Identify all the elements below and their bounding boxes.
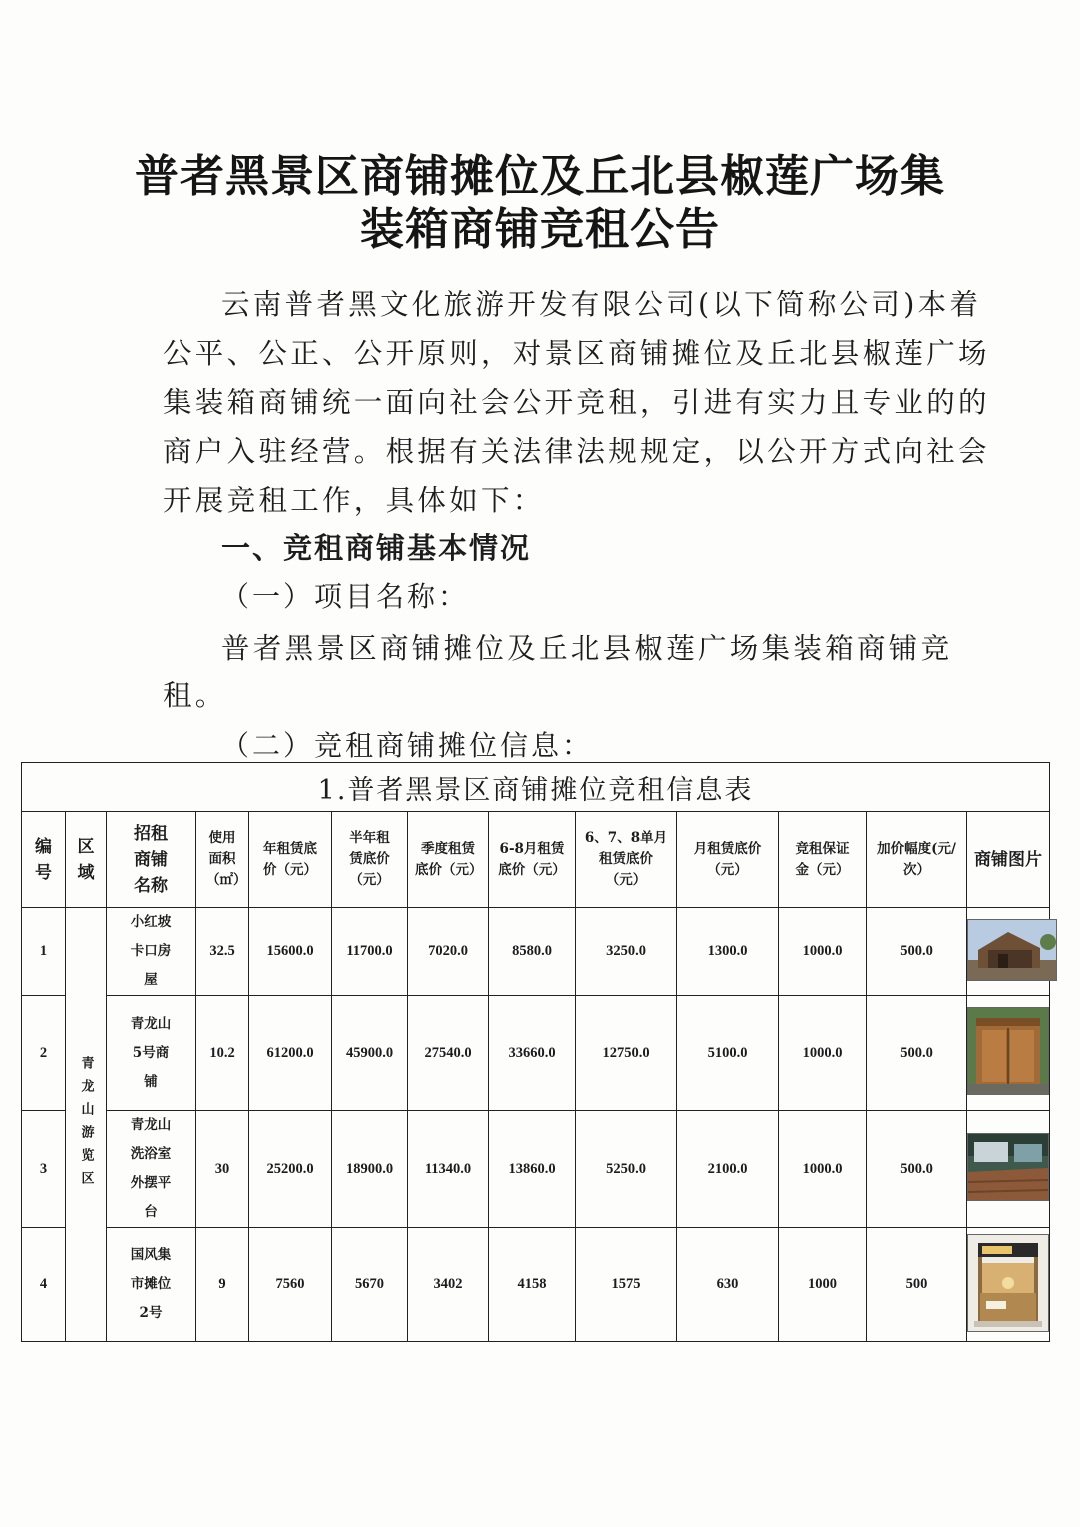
cell-half-year: 11700.0: [332, 908, 408, 996]
table-caption: 1.普者黑景区商铺摊位竞租信息表: [22, 763, 1050, 812]
cell-size: 9: [196, 1228, 249, 1342]
page-title-line1: 普者黑景区商铺摊位及丘北县椒莲广场集: [135, 151, 945, 202]
cell-jun-aug: 13860.0: [489, 1111, 576, 1228]
cell-annual: 15600.0: [249, 908, 332, 996]
header-quarter: 季度租赁底价（元）: [408, 812, 489, 908]
shop-photo-4: [967, 1234, 1049, 1332]
cell-quarter: 3402: [408, 1228, 489, 1342]
intro-line-2: 公平、公正、公开原则，对景区商铺摊位及丘北县椒莲广场: [163, 337, 990, 370]
cell-region: [66, 908, 107, 1342]
cell-deposit: 1000.0: [779, 1111, 867, 1228]
header-no: 编号: [22, 812, 66, 908]
cell-photo: [967, 996, 1050, 1111]
table-row: [22, 996, 1050, 1111]
header-size: 使用面积（㎡）: [196, 812, 249, 908]
cell-single-month: 5250.0: [576, 1111, 677, 1228]
cell-shop-name: 国风集市摊位2号: [107, 1228, 196, 1342]
cell-monthly: 5100.0: [677, 996, 779, 1111]
cell-deposit: 1000.0: [779, 996, 867, 1111]
header-area: 区域: [66, 812, 107, 908]
cell-photo: [967, 1111, 1050, 1228]
cell-half-year: 5670: [332, 1228, 408, 1342]
subheading-table-info: （二）竞租商铺摊位信息：: [221, 729, 594, 762]
header-annual: 年租赁底价（元）: [249, 812, 332, 908]
project-name-line1: 普者黑景区商铺摊位及丘北县椒莲广场集装箱商铺竞: [221, 632, 953, 665]
intro-line-4: 商户入驻经营。根据有关法律法规规定，以公开方式向社会: [163, 435, 990, 468]
table-row: [22, 908, 1050, 996]
cell-quarter: 27540.0: [408, 996, 489, 1111]
cell-increment: 500: [867, 1228, 967, 1342]
cell-increment: 500.0: [867, 996, 967, 1111]
cell-quarter: 11340.0: [408, 1111, 489, 1228]
cell-half-year: 45900.0: [332, 996, 408, 1111]
intro-line-5: 开展竞租工作，具体如下：: [163, 484, 545, 517]
header-photo: 商铺图片: [967, 812, 1050, 908]
cell-deposit: 1000.0: [779, 908, 867, 996]
header-deposit: 竞租保证金（元）: [779, 812, 867, 908]
page-title-line2: 装箱商铺竞租公告: [360, 204, 720, 255]
cell-photo: [967, 908, 1050, 996]
cell-jun-aug: 33660.0: [489, 996, 576, 1111]
cell-monthly: 1300.0: [677, 908, 779, 996]
shop-photo-2: [967, 1007, 1049, 1095]
cell-no: 1: [22, 908, 66, 996]
cell-no: 2: [22, 996, 66, 1111]
cell-increment: 500.0: [867, 908, 967, 996]
shop-photo-3: [967, 1133, 1049, 1201]
cell-jun-aug: 4158: [489, 1228, 576, 1342]
cell-single-month: 3250.0: [576, 908, 677, 996]
cell-shop-name: 青龙山洗浴室外摆平台: [107, 1111, 196, 1228]
cell-size: 32.5: [196, 908, 249, 996]
header-single-month: 6、7、8单月租赁底价（元）: [576, 812, 677, 908]
cell-annual: 7560: [249, 1228, 332, 1342]
cell-deposit: 1000: [779, 1228, 867, 1342]
cell-half-year: 18900.0: [332, 1111, 408, 1228]
cell-quarter: 7020.0: [408, 908, 489, 996]
cell-single-month: 12750.0: [576, 996, 677, 1111]
project-name-line2: 租。: [163, 679, 227, 712]
intro-line-1: 云南普者黑文化旅游开发有限公司(以下简称公司)本着: [221, 288, 982, 321]
header-increment: 加价幅度(元/次）: [867, 812, 967, 908]
header-monthly: 月租赁底价（元）: [677, 812, 779, 908]
cell-size: 10.2: [196, 996, 249, 1111]
cell-shop-name: 青龙山5号商铺: [107, 996, 196, 1111]
header-jun-aug: 6-8月租赁底价（元）: [489, 812, 576, 908]
header-half-year: 半年租赁底价（元）: [332, 812, 408, 908]
cell-monthly: 630: [677, 1228, 779, 1342]
region-label: 青龙山游览区: [78, 1055, 94, 1194]
intro-line-3: 集装箱商铺统一面向社会公开竞租，引进有实力且专业的的: [163, 386, 990, 419]
cell-size: 30: [196, 1111, 249, 1228]
cell-jun-aug: 8580.0: [489, 908, 576, 996]
table-row: [22, 1228, 1050, 1342]
cell-shop-name: 小红坡卡口房屋: [107, 908, 196, 996]
rental-info-table: [21, 762, 1045, 1342]
table-row: [22, 1111, 1050, 1228]
cell-photo: [967, 1228, 1050, 1342]
shop-photo-1: [967, 919, 1057, 981]
cell-no: 3: [22, 1111, 66, 1228]
cell-annual: 25200.0: [249, 1111, 332, 1228]
cell-annual: 61200.0: [249, 996, 332, 1111]
header-name: 招租商铺名称: [107, 812, 196, 908]
cell-single-month: 1575: [576, 1228, 677, 1342]
section-heading-1: 一、竞租商铺基本情况: [221, 531, 532, 565]
cell-no: 4: [22, 1228, 66, 1342]
subheading-project-name: （一）项目名称：: [221, 580, 470, 613]
cell-increment: 500.0: [867, 1111, 967, 1228]
cell-monthly: 2100.0: [677, 1111, 779, 1228]
